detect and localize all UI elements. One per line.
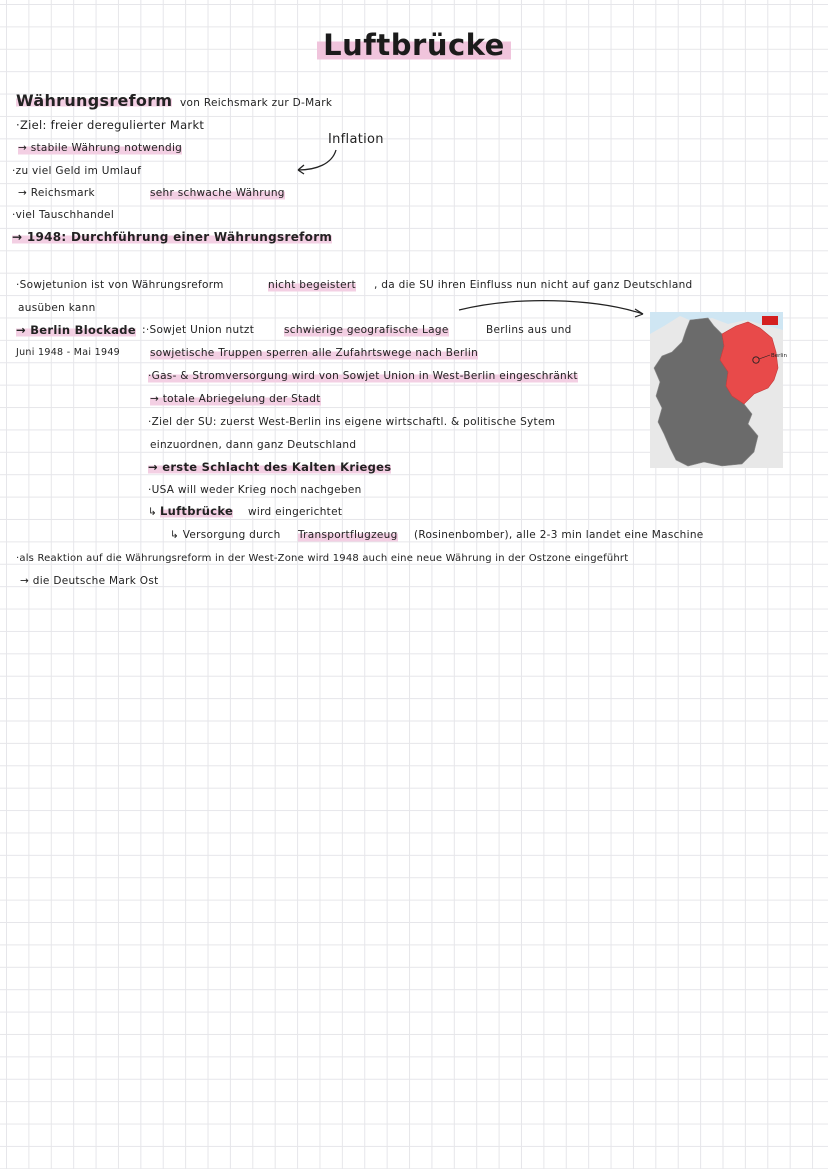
intro-line-1a: ·Sowjetunion ist von Währungsreform (16, 279, 224, 291)
line-geld-umlauf: ·zu viel Geld im Umlauf (12, 165, 142, 177)
versorgung-line-c: (Rosinenbomber), alle 2-3 min landet eine Maschine (414, 529, 704, 541)
luftbruecke-eingerichtet: wird eingerichtet (248, 506, 343, 518)
blockade-versorgung-eingeschraenkt: ·Gas- & Stromversorgung wird von Sowjet Union in West-Berlin eingeschränkt (148, 370, 578, 382)
intro-line-1c: , da die SU ihren Einfluss nun nicht auf ganz Deutschland (374, 279, 693, 291)
map-arrow-icon (455, 296, 650, 322)
versorgung-transportflugzeug: Transportflugzeug (298, 529, 398, 541)
intro-nicht-begeistert: nicht begeistert (268, 279, 356, 291)
luftbruecke-arrow: ↳ (148, 506, 158, 518)
line-durchfuehrung: → 1948: Durchführung einer Währungsreform (12, 230, 333, 244)
line-stabile-waehrung: → stabile Währung notwendig (18, 142, 183, 154)
reaktion-line: ·als Reaktion auf die Währungsreform in der West-Zone wird 1948 auch eine neue Währung in der Ostzone eingeführt (16, 553, 629, 564)
blockade-line-1c: Berlins aus und (486, 324, 572, 336)
heading-suffix: von Reichsmark zur D-Mark (180, 97, 333, 109)
usa-line: ·USA will weder Krieg noch nachgeben (148, 484, 362, 496)
line-tauschhandel: ·viel Tauschhandel (12, 209, 115, 221)
berlin-blockade-label: → Berlin Blockade (16, 323, 136, 337)
blockade-dates: Juni 1948 - Mai 1949 (16, 347, 121, 358)
inflation-arrow-icon (292, 146, 342, 176)
inflation-label: Inflation (328, 132, 384, 147)
blockade-ziel-su: ·Ziel der SU: zuerst West-Berlin ins eigene wirtschaftl. & politische Sytem (148, 416, 556, 428)
intro-line-2: ausüben kann (18, 302, 96, 314)
luftbruecke-term: Luftbrücke (160, 504, 234, 518)
blockade-geografische-lage: schwierige geografische Lage (284, 324, 449, 336)
blockade-einzuordnen: einzuordnen, dann ganz Deutschland (150, 439, 357, 451)
germany-map (650, 312, 787, 468)
deutsche-mark-ost: → die Deutsche Mark Ost (20, 575, 159, 587)
blockade-truppen: sowjetische Truppen sperren alle Zufahrtswege nach Berlin (150, 347, 479, 359)
line-ziel: ·Ziel: freier deregulierter Markt (16, 118, 205, 132)
section-heading-waehrungsreform: Währungsreform (16, 91, 173, 110)
versorgung-line-a: ↳ Versorgung durch (170, 529, 281, 541)
erste-schlacht: → erste Schlacht des Kalten Krieges (148, 460, 392, 474)
blockade-abriegelung: → totale Abriegelung der Stadt (150, 393, 321, 405)
map-flag-icon (762, 316, 778, 325)
blockade-line-1a: :·Sowjet Union nutzt (142, 324, 255, 336)
line-reichsmark: → Reichsmark (18, 187, 95, 199)
line-schwache-waehrung: sehr schwache Währung (150, 187, 285, 199)
page-title: Luftbrücke (0, 28, 828, 62)
map-berlin-label: Berlin (771, 353, 787, 359)
